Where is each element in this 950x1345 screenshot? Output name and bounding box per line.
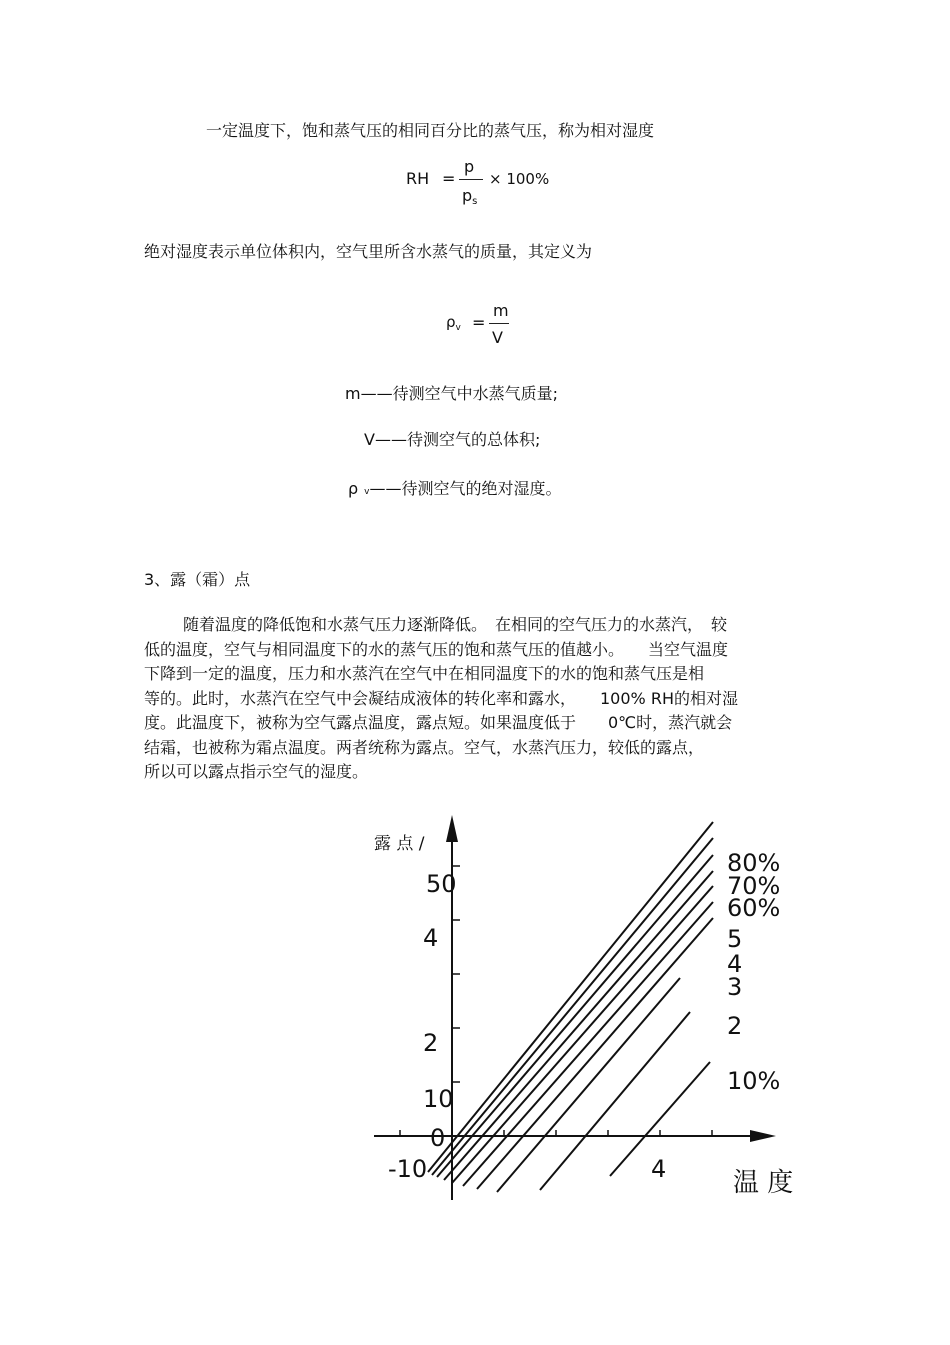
y-tick-label: 2 <box>423 1029 439 1057</box>
humidity-line <box>432 838 713 1175</box>
rh-formula-multiplier: × 100% <box>489 170 550 188</box>
series-label: 4 <box>727 950 743 978</box>
series-label: 3 <box>727 973 743 1001</box>
rh-intro: 一定温度下，饱和蒸气压的相同百分比的蒸气压，称为相对湿度 <box>206 121 655 140</box>
abs-formula-denominator: V <box>492 328 503 347</box>
humidity-line <box>452 886 713 1183</box>
humidity-line <box>428 822 713 1172</box>
series-label: 5 <box>727 925 743 953</box>
paragraph-line: 度。此温度下，被称为空气露点温度，露点短。如果温度低于 0℃时，蒸汽就会 <box>144 713 733 732</box>
paragraph-line: 所以可以露点指示空气的湿度。 <box>144 762 369 781</box>
definition-m: m——待测空气中水蒸气质量; <box>345 384 558 403</box>
paragraph-line: 随着温度的降低饱和水蒸气压力逐渐降低。 在相同的空气压力的水蒸汽， 较 <box>183 615 728 634</box>
series-label: 2 <box>727 1012 743 1040</box>
y-axis-title: 露 点 / <box>374 834 425 854</box>
y-tick-label: 4 <box>423 924 439 952</box>
series-label: 60% <box>727 894 781 922</box>
y-tick-label: 0 <box>430 1124 446 1152</box>
humidity-line <box>610 1062 710 1176</box>
abs-formula-equals: = <box>472 313 486 332</box>
x-axis-arrow <box>750 1130 776 1142</box>
y-axis-arrow <box>446 815 458 842</box>
y-tick-label: 50 <box>426 870 457 898</box>
paragraph-line: 低的温度，空气与相同温度下的水的蒸气压的饱和蒸气压的值越小。 当空气温度 <box>144 639 729 659</box>
paragraph-line: 下降到一定的温度，压力和水蒸汽在空气中在相同温度下的水的饱和蒸气压是相 <box>144 664 705 683</box>
abs-formula-lhs-sub: v <box>455 323 461 333</box>
abs-fraction-bar <box>489 323 509 324</box>
paragraph-line: 结霜，也被称为霜点温度。两者统称为露点。空气，水蒸汽压力，较低的露点， <box>144 737 705 757</box>
definition-rho: ρv——待测空气的绝对湿度。 <box>348 479 562 498</box>
humidity-line <box>477 918 713 1189</box>
y-tick-label: 10 <box>423 1085 454 1113</box>
abs-intro: 绝对湿度表示单位体积内，空气里所含水蒸气的质量，其定义为 <box>144 242 593 261</box>
definition-v: V——待测空气的总体积; <box>364 430 541 449</box>
rh-formula-numerator: p <box>464 157 475 176</box>
humidity-line <box>463 902 713 1186</box>
series-label: 80% <box>727 849 781 877</box>
abs-formula-numerator: m <box>493 301 509 320</box>
rh-formula-lhs: RH <box>406 169 430 188</box>
section-heading: 3、露（霜）点 <box>144 570 251 589</box>
x-axis-title: 温 度 <box>733 1168 794 1198</box>
humidity-line <box>444 871 713 1180</box>
dew-point-paragraph <box>144 613 808 785</box>
rh-formula-denominator-sub: s <box>472 196 478 207</box>
series-label: 70% <box>727 872 781 900</box>
paragraph-line: 等的。此时，水蒸汽在空气中会凝结成液体的转化率和露水， 100% RH的相对湿 <box>144 688 738 708</box>
abs-formula-lhs: $\rho_v$ <box>446 313 461 333</box>
rh-formula-denominator: ps <box>462 186 478 207</box>
humidity-line <box>437 855 713 1177</box>
humidity-line <box>497 978 680 1192</box>
humidity-lines <box>428 822 713 1192</box>
series-label: 10% <box>727 1067 781 1095</box>
rh-fraction-bar <box>459 179 483 180</box>
x-tick-label: 4 <box>651 1155 667 1183</box>
y-tick-label: -10 <box>388 1155 428 1183</box>
humidity-line <box>540 1012 690 1190</box>
rh-formula-equals: = <box>442 169 456 188</box>
